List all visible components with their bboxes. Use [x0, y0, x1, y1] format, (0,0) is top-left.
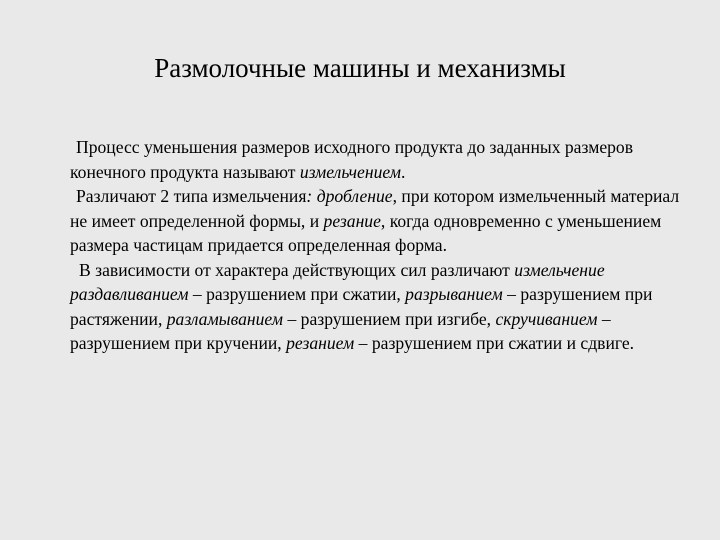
- term-breaking: разламыванием: [166, 308, 284, 329]
- term-squeezing: измельчение раздавливанием: [70, 259, 605, 304]
- term-crushing: дробление: [316, 186, 393, 206]
- term-twisting: скручиванием: [495, 308, 598, 329]
- term-tearing: разрыванием: [405, 284, 503, 304]
- paragraph3-text-a: В зависимости от характера действующих сил различают: [79, 259, 515, 280]
- paragraph2-text-b: , при котором измельченный материал не имеет определенной формы, и: [70, 186, 680, 231]
- paragraph-force-types: [70, 258, 682, 356]
- paragraph3-text-e: – разрушением при кручении,: [70, 308, 611, 353]
- paragraph2-text-c: , когда одновременно с уменьшением размера частицам придается определенная форма.: [70, 210, 662, 255]
- paragraph3-text-f: – разрушением при сжатии и сдвиге.: [354, 333, 635, 353]
- paragraph-comminution-definition: [70, 135, 682, 184]
- paragraph3-text-b: – разрушением при сжатии,: [188, 284, 406, 304]
- slide-title: Размолочные машины и механизмы: [154, 53, 566, 83]
- term-comminution: измельчением: [299, 161, 401, 182]
- term-cutting-action: резанием: [286, 333, 355, 353]
- term-cutting: резание: [323, 210, 381, 231]
- paragraph2-text-a: Различают 2 типа измельчения: [76, 186, 307, 206]
- slide-body: [70, 135, 682, 356]
- paragraph2-colon: :: [306, 186, 317, 206]
- paragraph3-text-d: – разрушением при изгибе,: [283, 308, 496, 329]
- paragraph-comminution-types: [70, 184, 682, 258]
- paragraph1-text-a: Процесс уменьшения размеров исходного продукта до заданных размеров конечного продукта называют: [70, 137, 634, 182]
- paragraph1-text-b: .: [400, 161, 406, 182]
- paragraph3-text-c: – разрушением при растяжении,: [70, 284, 653, 329]
